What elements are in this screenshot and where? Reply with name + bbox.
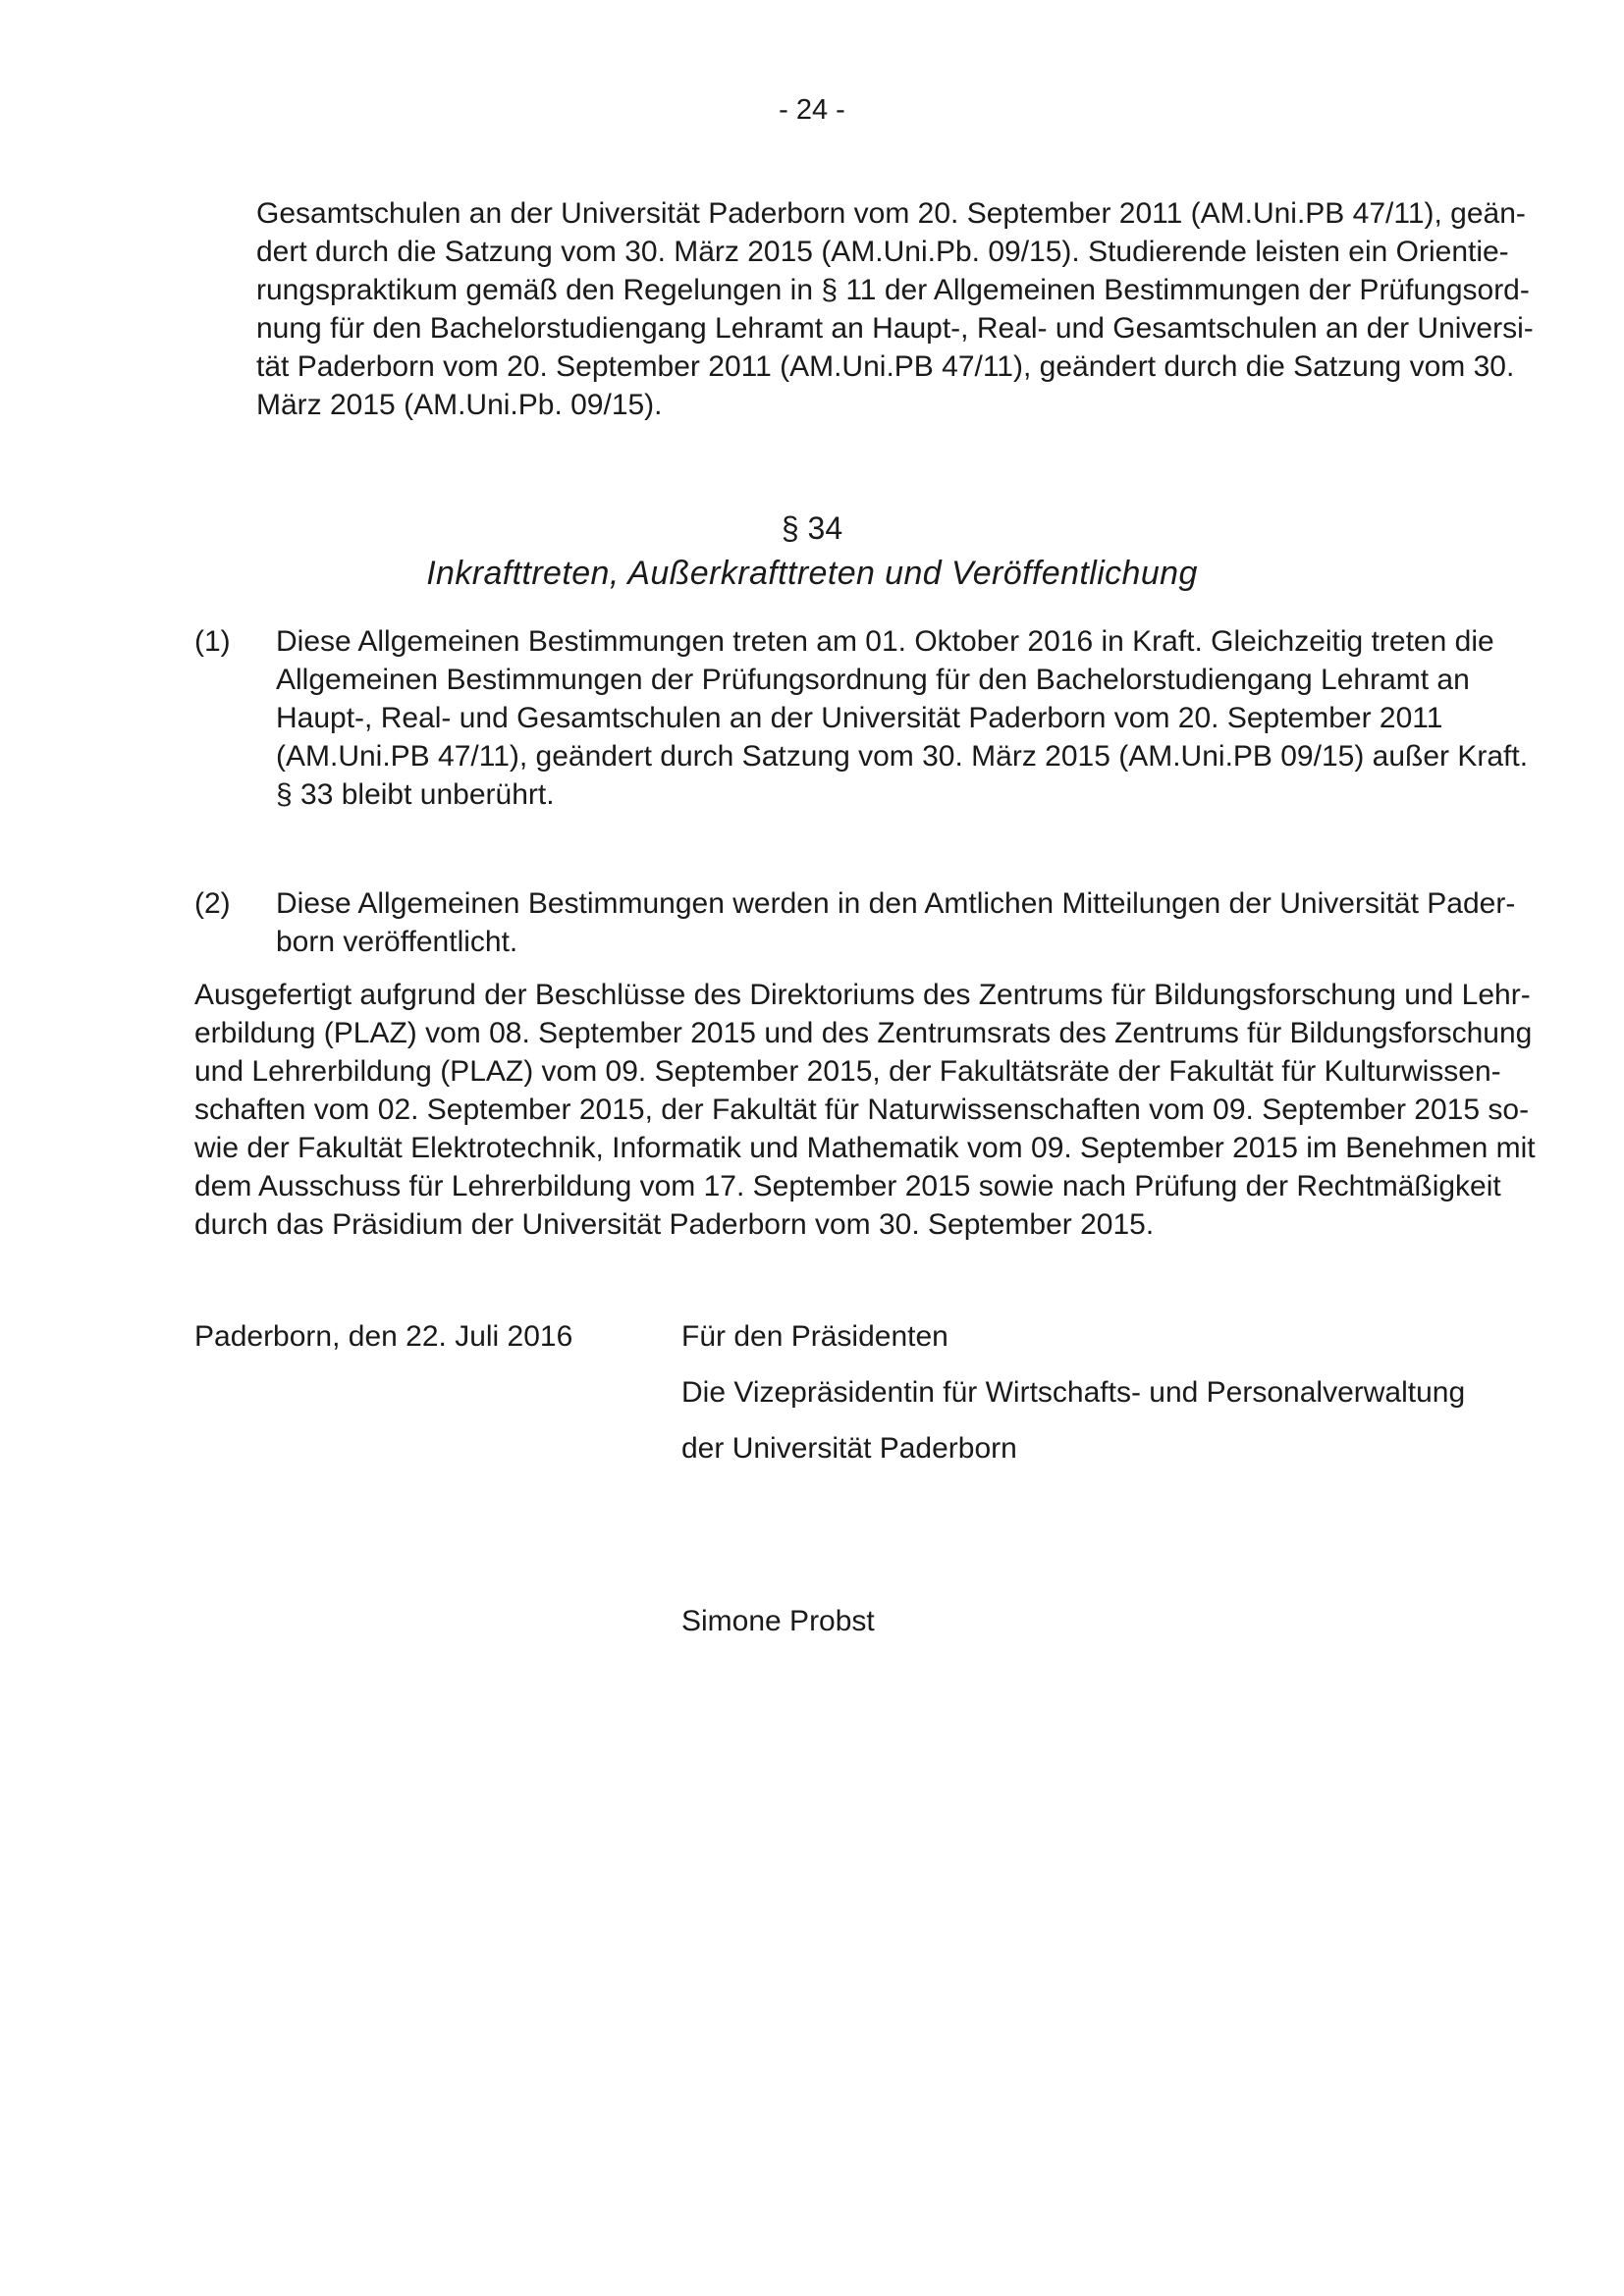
paragraph-line: (AM.Uni.PB 47/11), geändert durch Satzung vom 30. März 2015 (AM.Uni.PB 09/15) außer Kraft. (276, 740, 1529, 773)
intro-line: tät Paderborn vom 20. September 2011 (AM.Uni.PB 47/11), geändert durch die Satzung vom 30. (256, 350, 1515, 383)
signatory-for-line: Für den Präsidenten (681, 1320, 948, 1353)
paragraph-line: Diese Allgemeinen Bestimmungen werden in den Amtlichen Mitteilungen der Universität Pader- (276, 887, 1516, 920)
place-date: Paderborn, den 22. Juli 2016 (194, 1320, 573, 1353)
signatory-role: Die Vizepräsidentin für Wirtschafts- und Personalverwaltung (681, 1376, 1466, 1409)
page-number: - 24 - (779, 94, 845, 126)
signatory-name: Simone Probst (681, 1605, 875, 1637)
section-number: § 34 (781, 510, 843, 546)
paragraph-line: § 33 bleibt unberührt. (276, 778, 555, 811)
paragraph-line: Allgemeinen Bestimmungen der Prüfungsordnung für den Bachelorstudiengang Lehramt an (276, 664, 1470, 696)
intro-line: März 2015 (AM.Uni.Pb. 09/15). (256, 389, 663, 421)
enactment-line: und Lehrerbildung (PLAZ) vom 09. September 2015, der Fakultätsräte der Fakultät für Kulturwissen- (194, 1055, 1501, 1088)
intro-line: Gesamtschulen an der Universität Paderborn vom 20. September 2011 (AM.Uni.PB 47/11), geän- (256, 197, 1526, 230)
enactment-line: dem Ausschuss für Lehrerbildung vom 17. September 2015 sowie nach Prüfung der Rechtmäßigkeit (194, 1170, 1501, 1202)
intro-line: rungspraktikum gemäß den Regelungen in § 11 der Allgemeinen Bestimmungen der Prüfungsord- (256, 274, 1530, 306)
enactment-line: Ausgefertigt aufgrund der Beschlüsse des Direktoriums des Zentrums für Bildungsforschung und Lehr- (194, 979, 1531, 1011)
paragraph-line: Diese Allgemeinen Bestimmungen treten am 01. Oktober 2016 in Kraft. Gleichzeitig treten die (276, 625, 1494, 658)
section-title: Inkrafttreten, Außerkrafttreten und Veröffentlichung (426, 555, 1198, 592)
enactment-line: erbildung (PLAZ) vom 08. September 2015 und des Zentrumsrats des Zentrums für Bildungsforschung (194, 1017, 1533, 1049)
paragraph-line: Haupt-, Real- und Gesamtschulen an der Universität Paderborn vom 20. September 2011 (276, 702, 1443, 734)
enactment-line: durch das Präsidium der Universität Paderborn vom 30. September 2015. (194, 1208, 1155, 1241)
enactment-line: wie der Fakultät Elektrotechnik, Informatik und Mathematik vom 09. September 2015 im Benehmen mit (194, 1132, 1536, 1164)
intro-line: nung für den Bachelorstudiengang Lehramt an Haupt-, Real- und Gesamtschulen an der Universi- (256, 312, 1534, 345)
intro-line: dert durch die Satzung vom 30. März 2015 (AM.Uni.Pb. 09/15). Studierende leisten ein Orientie- (256, 236, 1509, 268)
enactment-line: schaften vom 02. September 2015, der Fakultät für Naturwissenschaften vom 09. September 2015 so- (194, 1094, 1530, 1126)
paragraph-number: (2) (194, 887, 231, 920)
paragraph-line: born veröffentlicht. (276, 926, 518, 958)
signatory-organization: der Universität Paderborn (681, 1432, 1017, 1465)
paragraph-number: (1) (194, 625, 231, 658)
